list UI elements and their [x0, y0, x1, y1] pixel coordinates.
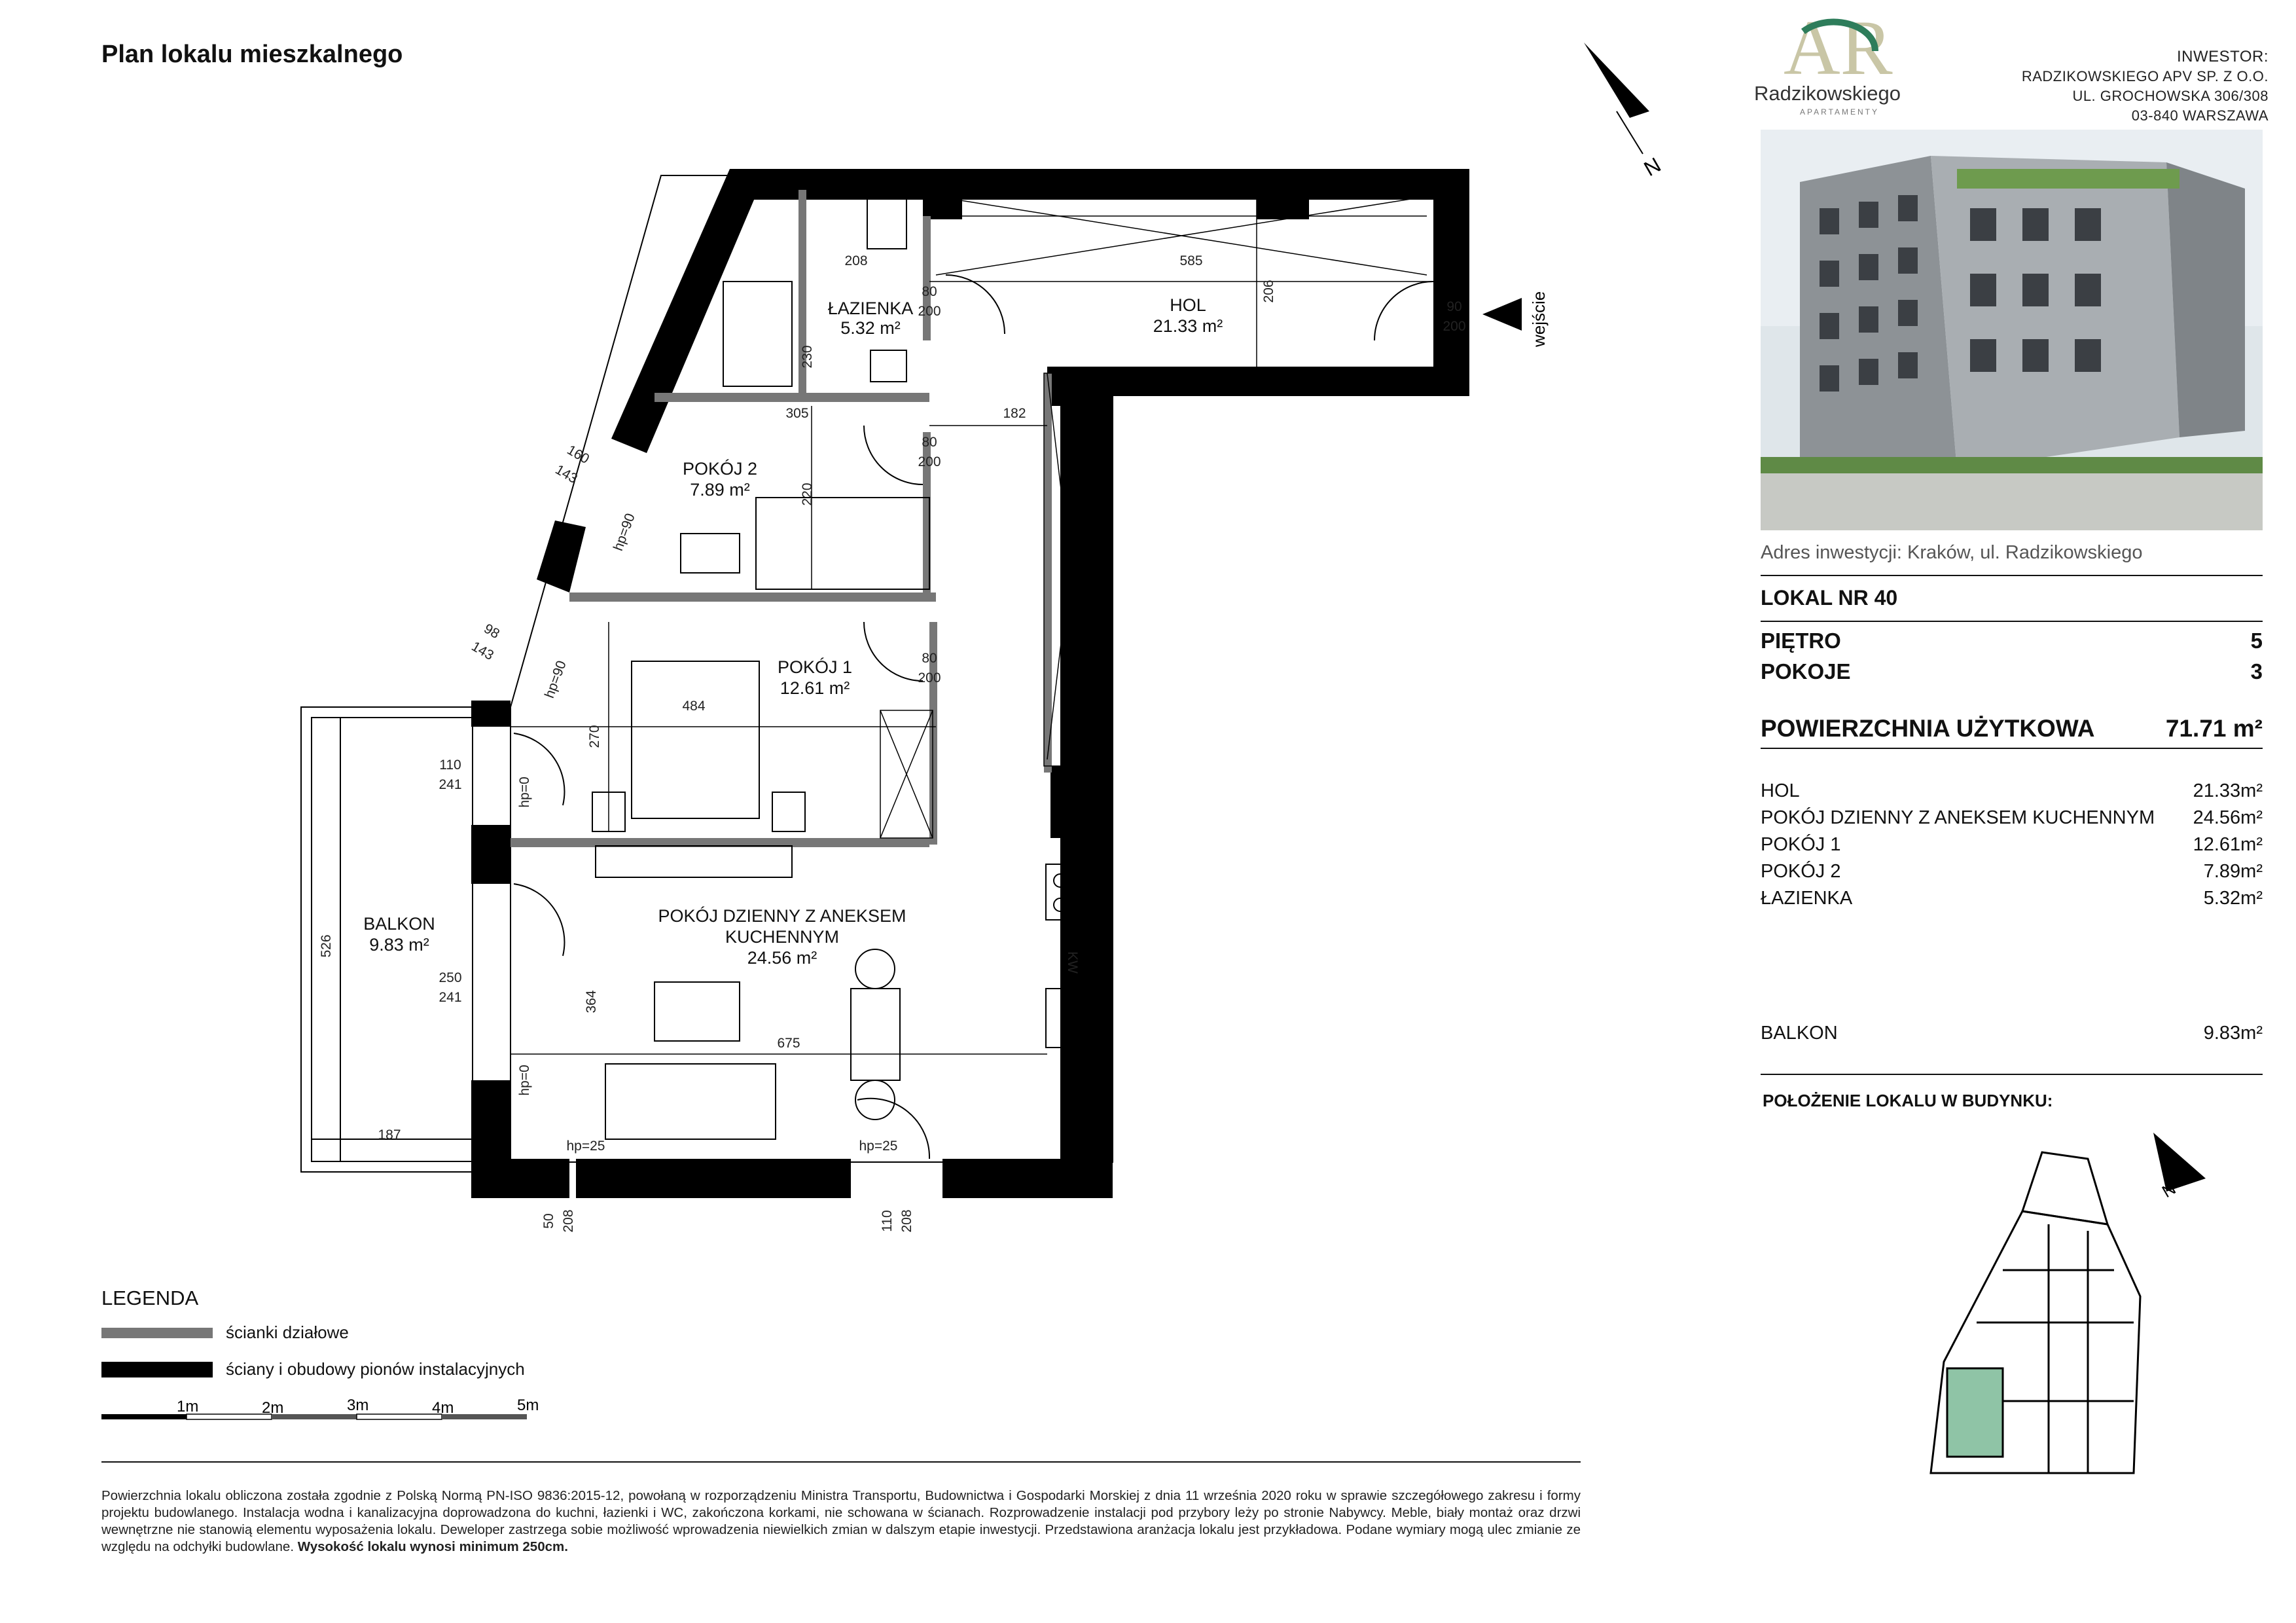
dim: hp=90 [541, 659, 569, 701]
dim: 90 [1446, 299, 1462, 314]
lazienka-label: ŁAZIENKA [827, 299, 914, 318]
dim: 585 [1179, 253, 1203, 268]
shower [723, 282, 792, 386]
room-name: POKÓJ 1 [1761, 834, 1841, 855]
scale-label: 3m [347, 1396, 369, 1414]
desk [756, 498, 929, 589]
scale-label: 1m [177, 1398, 199, 1415]
dim: 182 [1003, 406, 1026, 421]
dim: 160 [564, 442, 592, 467]
dim: 200 [918, 670, 941, 685]
legend-swatch-partition [101, 1328, 213, 1338]
dim: hp=0 [517, 1065, 532, 1096]
entrance-arrow-icon [1482, 298, 1522, 331]
dim: 80 [922, 284, 937, 299]
building-location-plan [1918, 1126, 2179, 1483]
balkon-label: BALKON [363, 914, 435, 934]
footer-bold: Wysokość lokalu wynosi minimum 250cm. [297, 1539, 568, 1554]
dim: hp=90 [610, 511, 638, 553]
footer-disclaimer [101, 1487, 1581, 1556]
pokoj1-label: POKÓJ 1 [777, 657, 853, 677]
usable-area-label: POWIERZCHNIA UŻYTKOWA [1761, 715, 2095, 742]
investment-address: Adres inwestycji: Kraków, ul. Radzikowskiego [1761, 542, 2143, 563]
dim: 220 [800, 483, 815, 506]
scale-label: 4m [432, 1399, 454, 1417]
balcony-name: BALKON [1761, 1023, 1838, 1044]
pokoj1-area: 12.61 m² [780, 678, 850, 698]
dim: 200 [918, 304, 941, 319]
logo-mark: AR [1784, 4, 1893, 91]
dim: hp=0 [517, 776, 532, 808]
dzienny-label-2: KUCHENNYM [725, 927, 840, 947]
dim: 143 [469, 638, 497, 664]
investor-city: 03-840 WARSZAWA [2131, 107, 2269, 124]
legend-title: LEGENDA [101, 1286, 199, 1309]
north-label: N [1640, 153, 1665, 181]
divider [1761, 575, 2263, 576]
scale-label: 2m [262, 1399, 284, 1417]
dim: KW [1065, 951, 1080, 974]
rooms-label: POKOJE [1761, 659, 1851, 684]
room-area: 24.56m² [2193, 807, 2263, 828]
hol-area: 21.33 m² [1153, 316, 1223, 336]
lazienka-area: 5.32 m² [840, 318, 901, 338]
dim: 230 [800, 345, 815, 369]
dim: 241 [439, 777, 462, 792]
lokal-value: 40 [1874, 586, 1898, 610]
pokoj2-area: 7.89 m² [690, 480, 750, 500]
bed [632, 661, 759, 818]
tv-stand [596, 846, 792, 877]
coffee-table [655, 982, 740, 1041]
balkon-area: 9.83 m² [369, 935, 429, 955]
room-name: POKÓJ 2 [1761, 861, 1841, 882]
pokoj2-label: POKÓJ 2 [682, 459, 758, 479]
dim: 110 [439, 757, 461, 773]
dim: 187 [378, 1127, 401, 1142]
unit-highlight [1947, 1368, 2003, 1457]
logo-subtitle: APARTAMENTY [1800, 107, 1880, 117]
sink [870, 350, 906, 382]
toilet [867, 193, 906, 249]
dim: 200 [918, 454, 941, 469]
location-title: POŁOŻENIE LOKALU W BUDYNKU: [1763, 1091, 2053, 1110]
exterior-walls [471, 169, 1469, 1198]
legend-label-wall: ściany i obudowy pionów instalacyjnych [226, 1359, 525, 1379]
investor-street: UL. GROCHOWSKA 306/308 [2072, 88, 2269, 104]
dim: 250 [439, 970, 462, 985]
scale-label: 5m [517, 1396, 539, 1414]
dining-table [851, 989, 900, 1080]
dim: 80 [922, 651, 937, 666]
room-area: 5.32m² [2203, 888, 2263, 909]
room-name: POKÓJ DZIENNY Z ANEKSEM KUCHENNYM [1761, 807, 2155, 828]
furniture [514, 193, 1433, 1159]
legend-swatch-wall [101, 1362, 213, 1377]
room-area: 12.61m² [2193, 834, 2263, 855]
dim: hp=25 [859, 1139, 898, 1154]
legend-label-partition: ścianki działowe [226, 1322, 349, 1342]
room-area: 21.33m² [2193, 780, 2263, 801]
dim: 98 [481, 621, 503, 642]
dim: 364 [584, 990, 599, 1013]
dim: 206 [1261, 280, 1276, 303]
chair [681, 534, 740, 573]
entrance-label: wejście [1529, 291, 1549, 347]
footer-divider [101, 1461, 1581, 1463]
rooms-value: 3 [2250, 659, 2263, 684]
dzienny-label-1: POKÓJ DZIENNY Z ANEKSEM [658, 906, 906, 926]
dim: 143 [552, 462, 581, 487]
hol-label: HOL [1170, 295, 1206, 315]
dim: 110 [880, 1210, 895, 1232]
mini-north-label: N [2159, 1178, 2179, 1202]
north-arrow-icon [1584, 43, 1649, 118]
dim: 526 [319, 934, 334, 958]
logo-name: Radzikowskiego [1754, 82, 1901, 105]
divider [1761, 748, 2263, 749]
investor-name: RADZIKOWSKIEGO APV SP. Z O.O. [2021, 68, 2269, 84]
sofa [605, 1064, 776, 1139]
dim: 208 [844, 253, 868, 268]
lokal-number [1761, 586, 1897, 610]
floor-label: PIĘTRO [1761, 629, 1841, 653]
dim: 484 [682, 699, 706, 714]
lokal-label: LOKAL NR [1761, 586, 1869, 610]
dim: 305 [785, 406, 809, 421]
scale-bar [101, 1396, 560, 1429]
dim: 208 [561, 1209, 576, 1233]
investor-block [2022, 47, 2269, 126]
balcony-area: 9.83m² [2203, 1023, 2263, 1044]
dim: hp=25 [566, 1139, 605, 1154]
usable-area-value: 71.71 m² [2165, 715, 2263, 742]
dim: 50 [541, 1213, 556, 1229]
footer-text: Powierzchnia lokalu obliczona została zgodnie z Polską Normą PN-ISO 9836:2015-12, powołaną w rozporządzeniu Ministra Transportu, Budownictwa i Gospodarki Morskiej z dnia 11 września 2020 roku w sprawie szczegółowego zakresu i formy projektu budowlanego. Instalacja wodna i kanalizacyjna doprowadzona do kuchni, łazienki i WC, zakończona korkami, nie schowana w ścianach. Rozprowadzenie instalacji pod przybory leży po stronie Nabywcy. Meble, biały montaż oraz drzwi wewnętrzne nie stanowią elementu wyposażenia lokalu. Deweloper zastrzega sobie możliwość wprowadzenia niewielkich zmian w dalszym etapie inwestycji. Przedstawiona aranżacja lokalu jest przykładowa. Podane wymiary mogą ulec zmianie ze względu na odchyłki budowlane. [101, 1488, 1581, 1554]
divider [1761, 1074, 2263, 1075]
floor-value: 5 [2250, 629, 2263, 653]
dim: 200 [1443, 319, 1466, 334]
investor-label: INWESTOR: [2176, 48, 2269, 65]
dim: 241 [439, 990, 462, 1005]
room-name: HOL [1761, 780, 1800, 801]
dim: 208 [899, 1209, 914, 1233]
room-area: 7.89m² [2203, 861, 2263, 882]
dim: 80 [922, 435, 937, 450]
dim: 270 [587, 725, 602, 748]
page-title: Plan lokalu mieszkalnego [101, 41, 403, 68]
room-name: ŁAZIENKA [1761, 888, 1853, 909]
divider [1761, 621, 2263, 622]
dzienny-area: 24.56 m² [747, 948, 817, 968]
building-rendering [1761, 130, 2263, 530]
dim: 675 [777, 1036, 800, 1051]
